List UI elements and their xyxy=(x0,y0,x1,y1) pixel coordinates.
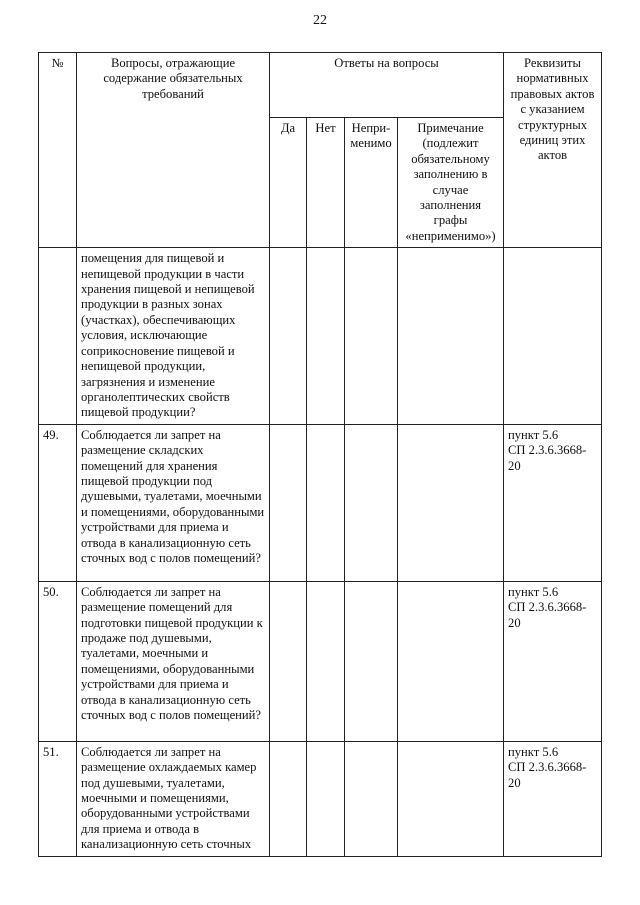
header-requisites: Реквизиты нормативных правовых актов с указанием структурных единиц этих актов xyxy=(504,53,602,248)
cell-yes xyxy=(270,581,307,741)
cell-not-applicable xyxy=(345,248,398,424)
cell-yes xyxy=(270,248,307,424)
checklist-table xyxy=(38,52,602,857)
row-question: Соблюдается ли запрет на размещение охлаждаемых камер под душевыми, туалетами, моечными и помещениями, оборудованными устройствами для приема и отвода в канализационную сеть сточных xyxy=(77,741,270,856)
row-question: помещения для пищевой и непищевой продукции в части хранения пищевой и непищевой продукции в разных зонах (участках), обеспечивающих условия, исключающие соприкосновение пищевой и непищевой продукции, загрязнения и изменение органолептических свойств пищевой продукции? xyxy=(77,248,270,424)
cell-no xyxy=(307,581,345,741)
table-row xyxy=(39,424,602,581)
header-not-applicable: Непри-менимо xyxy=(345,118,398,248)
cell-no xyxy=(307,741,345,856)
reference-clause: пункт 5.6 xyxy=(508,427,559,442)
cell-yes xyxy=(270,424,307,581)
row-reference xyxy=(504,741,602,856)
cell-note xyxy=(398,424,504,581)
cell-no xyxy=(307,248,345,424)
header-question: Вопросы, отражающие содержание обязательных требований xyxy=(77,53,270,248)
row-number: 49. xyxy=(39,424,77,581)
cell-no xyxy=(307,424,345,581)
table-row xyxy=(39,248,602,424)
row-question: Соблюдается ли запрет на размещение складских помещений для хранения пищевой продукции под душевыми, туалетами, моечными и помещениями, оборудованными устройствами для приема и отвода в канализационную сеть сточных вод с полов помещений? xyxy=(77,424,270,581)
row-number: 51. xyxy=(39,741,77,856)
row-reference xyxy=(504,424,602,581)
header-no: Нет xyxy=(307,118,345,248)
cell-not-applicable xyxy=(345,741,398,856)
header-note: Примечание (подлежит обязательному заполнению в случае заполнения графы «неприменимо») xyxy=(398,118,504,248)
cell-note xyxy=(398,741,504,856)
reference-act: СП 2.3.6.3668-20 xyxy=(508,600,587,630)
cell-not-applicable xyxy=(345,581,398,741)
row-reference xyxy=(504,581,602,741)
page-number: 22 xyxy=(313,13,327,28)
row-question: Соблюдается ли запрет на размещение помещений для подготовки пищевой продукции к продаже под душевыми, туалетами, моечными и помещениями, оборудованными устройствами для приема и отвода в канализационную сеть сточных вод с полов помещений? xyxy=(77,581,270,741)
row-number: 50. xyxy=(39,581,77,741)
cell-note xyxy=(398,248,504,424)
reference-clause: пункт 5.6 xyxy=(508,584,559,599)
cell-yes xyxy=(270,741,307,856)
row-number xyxy=(39,248,77,424)
table-row xyxy=(39,581,602,741)
reference-clause: пункт 5.6 xyxy=(508,744,559,759)
row-reference xyxy=(504,248,602,424)
header-yes: Да xyxy=(270,118,307,248)
reference-act: СП 2.3.6.3668-20 xyxy=(508,443,587,473)
reference-act: СП 2.3.6.3668-20 xyxy=(508,760,587,790)
header-row-top xyxy=(39,53,602,118)
cell-note xyxy=(398,581,504,741)
header-answers-group: Ответы на вопросы xyxy=(270,53,504,118)
table-row xyxy=(39,741,602,856)
header-number: № xyxy=(39,53,77,248)
cell-not-applicable xyxy=(345,424,398,581)
